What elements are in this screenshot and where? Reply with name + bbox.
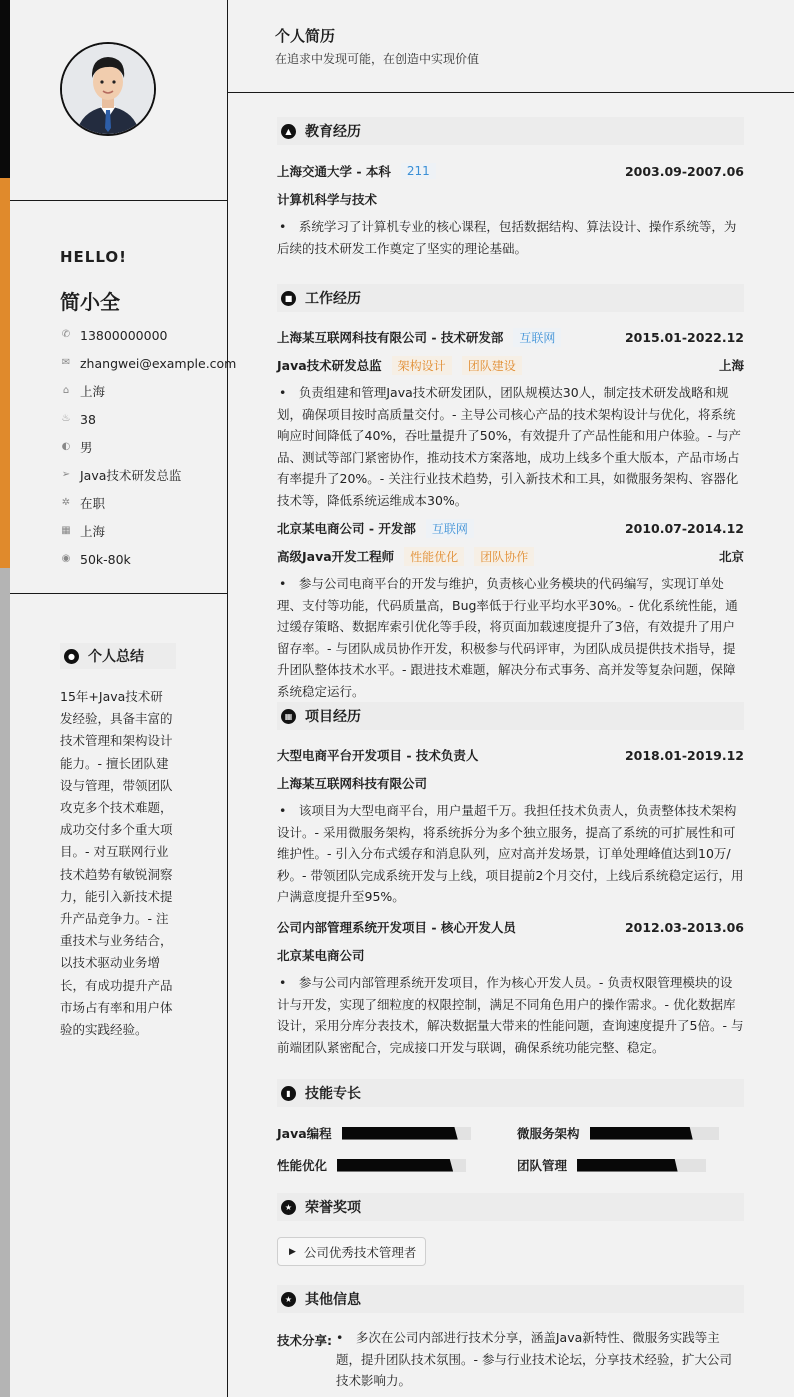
skill-item: Java编程: [277, 1125, 471, 1141]
skill-bar: [577, 1159, 706, 1172]
divider: [228, 92, 794, 93]
graduation-cap-icon: ▲: [281, 124, 296, 139]
page-title: 个人简历: [275, 27, 336, 45]
money-icon: ◉: [61, 553, 71, 564]
info-email: ✉ zhangwei@example.com: [61, 355, 237, 371]
school-tag: 211: [401, 163, 436, 179]
bar-chart-icon: ▮: [281, 1086, 296, 1101]
divider: [10, 200, 227, 201]
work-desc: • 负责组建和管理Java技术研发团队，团队规模达30人，制定技术研发战略和规划，确保项目按时高质量交付。- 主导公司核心产品的技术架构设计与优化，将系统响应时间降低了40%，吞吐量提升了50%，有效提升了产品性能和用户体验。- 与产品、测试等部门紧密协作，推动技术方案落地，成功上线多个重大版本，产品市场占有率提升了20%。- 关注行业技术趋势，引入新技术和工具，如微服务架构、容器化技术等，降低系统运维成本30%。: [277, 385, 742, 508]
briefcase-icon: ■: [281, 291, 296, 306]
other-label: 技术分享:: [277, 1333, 332, 1348]
info-work-city: ▦ 上海: [61, 524, 106, 539]
skill-bar-fill: [590, 1127, 693, 1140]
skill-item: 团队管理: [517, 1157, 706, 1173]
info-city: ⌂ 上海: [60, 381, 225, 401]
skill-bar-fill: [337, 1159, 453, 1172]
award-icon: ★: [281, 1200, 296, 1215]
awards-heading: ★ 荣誉奖项: [277, 1193, 744, 1221]
info-phone: ✆ 13800000000: [61, 327, 168, 343]
education-desc: • 系统学习了计算机专业的核心课程，包括数据结构、算法设计、操作系统等，为后续的技术研发工作奠定了坚实的理论基础。: [277, 219, 737, 256]
column-divider: [227, 0, 228, 1397]
summary-text: 15年+Java技术研发经验，具备丰富的技术管理和架构设计能力。- 擅长团队建设与管理，带领团队攻克多个技术难题，成功交付多个重大项目。- 对互联网行业技术趋势有敏锐洞察力，能引入新技术提升产品竞争力。- 注重技术与业务结合，以技术驱动业务增长，有成功提升产品市场占有率和用户体验的实践经验。: [60, 689, 173, 1038]
other-heading: ★ 其他信息: [277, 1285, 744, 1313]
info-status: ✲ 在职: [61, 496, 106, 511]
other-text: • 多次在公司内部进行技术分享，涵盖Java新特性、微服务实践等主题，提升团队技术氛围。- 参与行业技术论坛，分享技术经验，扩大公司技术影响力。: [336, 1330, 732, 1388]
work-desc: • 参与公司电商平台的开发与维护，负责核心业务模块的代码编写，实现订单处理、支付等功能，代码质量高，Bug率低于行业平均水平30%。- 优化系统性能，通过缓存策略、数据库索引优化等手段，将页面加载速度提升了3倍，有效提升了用户留存率。- 与团队成员协作开发，积极参与代码评审，为团队成员提供技术指导，提升团队整体技术水平。- 跟进技术难题，解决分布式事务、高并发等复杂问题，保障系统稳定运行。: [277, 576, 738, 699]
project-org: 上海某互联网科技有限公司: [277, 776, 428, 791]
accent-stripe: [0, 0, 10, 1397]
skills-heading: ▮ 技能专长: [277, 1079, 744, 1107]
person-name: 简小全: [60, 290, 120, 314]
skill-bar: [342, 1127, 471, 1140]
skill-bar-fill: [577, 1159, 678, 1172]
education-row: 上海交通大学 - 本科 211 2003.09-2007.06: [277, 163, 744, 179]
award-icon: ★: [281, 1292, 296, 1307]
skill-bar-fill: [342, 1127, 458, 1140]
work-row: 上海某互联网科技有限公司 - 技术研发部 互联网 2015.01-2022.12: [277, 329, 744, 345]
avatar: [60, 42, 156, 136]
send-icon: ➢: [61, 469, 71, 480]
grid-icon: ▦: [281, 709, 296, 724]
info-gender: ◐ 男: [61, 440, 93, 455]
skill-bar: [590, 1127, 719, 1140]
work-position-row: 高级Java开发工程师 性能优化 团队协作 北京: [277, 547, 744, 565]
info-salary: ◉ 50k-80k: [61, 551, 131, 567]
play-icon: ▶: [289, 1246, 296, 1257]
greeting: HELLO!: [60, 248, 127, 266]
education-heading: ▲ 教育经历: [277, 117, 744, 145]
skill-bar: [337, 1159, 466, 1172]
skill-item: 性能优化: [277, 1157, 466, 1173]
page-subtitle: 在追求中发现可能，在创造中实现价值: [275, 52, 480, 66]
cake-icon: ♨: [61, 413, 71, 424]
phone-icon: ✆: [61, 329, 71, 340]
project-desc: • 参与公司内部管理系统开发项目，作为核心开发人员。- 负责权限管理模块的设计与开发，实现了细粒度的权限控制，满足不同角色用户的操作需求。- 优化数据库设计，采用分库分表技术，解决数据量大带来的性能问题，查询速度提升了5倍。- 与前端团队紧密配合，完成接口开发与联调，确保系统功能完整、稳定。: [277, 975, 744, 1055]
skill-item: 微服务架构: [517, 1125, 719, 1141]
info-position: ➢ Java技术研发总监: [61, 468, 182, 483]
work-position-row: Java技术研发总监 架构设计 团队建设 上海: [277, 356, 744, 374]
building-icon: ▦: [61, 525, 71, 536]
project-org: 北京某电商公司: [277, 948, 365, 963]
education-major: 计算机科学与技术: [277, 192, 378, 207]
award-item: ▶ 公司优秀技术管理者: [277, 1237, 426, 1266]
project-desc: • 该项目为大型电商平台，用户量超千万。我担任技术负责人，负责整体技术架构设计。- 采用微服务架构，将系统拆分为多个独立服务，提高了系统的可扩展性和可维护性。- 引入分布式缓存和消息队列，应对高并发场景，订单处理峰值达到10万/秒。- 带领团队完成系统开发与上线，项目提前2个月交付，上线后系统稳定运行，用户满意度提升至95%。: [277, 803, 744, 904]
divider: [10, 593, 227, 594]
summary-heading: ● 个人总结: [60, 643, 176, 669]
project-row: 公司内部管理系统开发项目 - 核心开发人员 2012.03-2013.06: [277, 919, 744, 935]
work-heading: ■ 工作经历: [277, 284, 744, 312]
email-icon: ✉: [61, 357, 71, 368]
work-row: 北京某电商公司 - 开发部 互联网 2010.07-2014.12: [277, 520, 744, 536]
project-row: 大型电商平台开发项目 - 技术负责人 2018.01-2019.12: [277, 747, 744, 763]
user-icon: ●: [64, 649, 79, 664]
projects-heading: ▦ 项目经历: [277, 702, 744, 730]
home-icon: ⌂: [62, 385, 70, 396]
info-age: ♨ 38: [61, 411, 96, 427]
gear-icon: ✲: [61, 497, 71, 508]
gender-icon: ◐: [61, 441, 71, 452]
